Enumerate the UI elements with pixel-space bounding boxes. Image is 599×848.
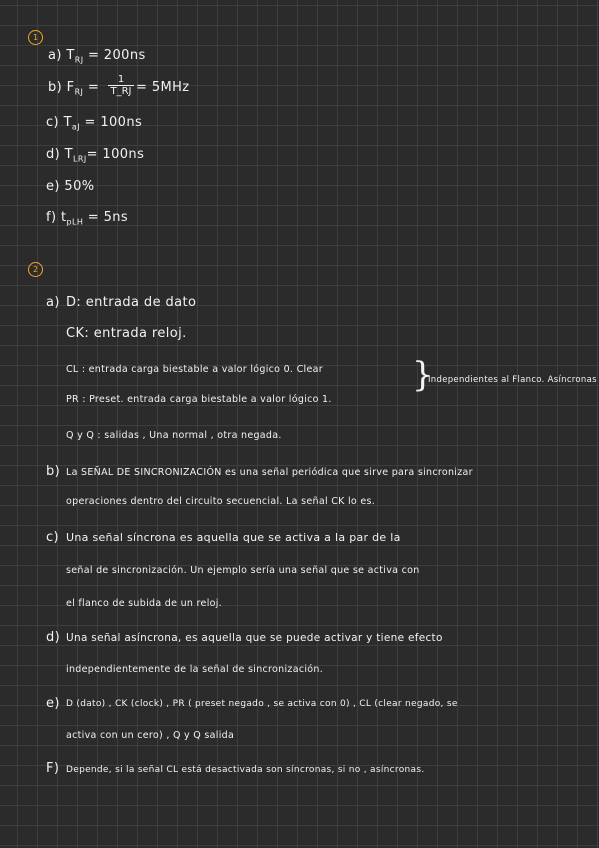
s1-a-rest: = 200ns bbox=[83, 48, 146, 63]
s1-b-eq: = bbox=[83, 80, 100, 95]
s1-d-sub: LRJ bbox=[73, 154, 87, 164]
s1-d-lhs: T bbox=[64, 147, 74, 162]
s1-b-frac-num: 1 bbox=[117, 74, 125, 85]
s2-e-line-2: activa con un cero) , Q y Q salida bbox=[66, 730, 235, 741]
s2-a-line-5: Q y Q : salidas , Una normal , otra negada. bbox=[66, 430, 282, 441]
s1-f-label: f) bbox=[46, 210, 57, 225]
s1-f-lhs: t bbox=[61, 210, 67, 225]
s2-d-line-1: Una señal asíncrona, es aquella que se puede activar y tiene efecto bbox=[66, 632, 443, 644]
s1-b-fraction bbox=[108, 74, 134, 97]
s1-line-c bbox=[46, 115, 142, 136]
s2-a-line-3-text: CL : entrada carga biestable a valor lógico 0. Clear bbox=[66, 364, 323, 375]
s1-f-rest: = 5ns bbox=[83, 210, 129, 225]
section-1-number: 1 bbox=[28, 30, 43, 45]
s2-a-line-3 bbox=[66, 362, 323, 378]
s1-d-label: d) bbox=[46, 147, 61, 162]
s1-c-lhs: T bbox=[63, 115, 72, 130]
s1-line-a bbox=[48, 48, 146, 69]
s1-f-sub: pLH bbox=[66, 217, 84, 227]
s1-e-text: 50% bbox=[64, 179, 95, 194]
s2-b-line-1: La SEÑAL DE SINCRONIZACIÓN es una señal periódica que sirve para sincronizar bbox=[66, 467, 473, 478]
s1-c-label: c) bbox=[46, 115, 60, 130]
s1-line-e bbox=[46, 179, 95, 195]
s1-b-label: b) bbox=[48, 80, 63, 95]
s2-a-line-4 bbox=[66, 392, 332, 408]
s1-b-sub: RJ bbox=[74, 87, 84, 97]
s2-brace-note: Independientes al Flanco. Asíncronas bbox=[428, 375, 597, 385]
s1-c-sub: aJ bbox=[71, 122, 80, 132]
s1-a-lhs: T bbox=[66, 48, 75, 63]
s2-c-line-1: Una señal síncrona es aquella que se activa a la par de la bbox=[66, 531, 401, 544]
s2-e-line-1: D (dato) , CK (clock) , PR ( preset negado , se activa con 0) , CL (clear negado, se bbox=[66, 699, 458, 709]
s2-a-line-1: D: entrada de dato bbox=[66, 295, 197, 310]
s2-c-line-3: el flanco de subida de un reloj. bbox=[66, 598, 223, 609]
s1-line-d bbox=[46, 147, 144, 168]
s2-c-line-2: señal de sincronización. Un ejemplo sería una señal que se activa con bbox=[66, 565, 420, 576]
s2-c-label: c) bbox=[46, 530, 60, 545]
s1-a-sub: RJ bbox=[74, 55, 84, 65]
s1-d-rest: = 100ns bbox=[86, 147, 145, 162]
s2-e-label: e) bbox=[46, 696, 60, 711]
s2-a-line-2: CK: entrada reloj. bbox=[66, 326, 187, 341]
s2-a-line-4-text: PR : Preset. entrada carga biestable a valor lógico 1. bbox=[66, 394, 332, 405]
s1-b-rest: = 5MHz bbox=[136, 80, 190, 95]
s1-b-lhs: F bbox=[66, 80, 75, 95]
s2-f-line: Depende, si la señal CL está desactivada son síncronas, si no , asíncronas. bbox=[66, 765, 425, 775]
s1-e-label: e) bbox=[46, 179, 60, 194]
s2-d-label: d) bbox=[46, 630, 61, 645]
s1-c-rest: = 100ns bbox=[79, 115, 143, 130]
s2-a-label: a) bbox=[46, 295, 60, 310]
s2-b-label: b) bbox=[46, 464, 61, 479]
s1-line-b bbox=[48, 80, 99, 101]
s1-line-f bbox=[46, 210, 128, 231]
s2-f-label: F) bbox=[46, 761, 60, 776]
s2-d-line-2: independientemente de la señal de sincronización. bbox=[66, 664, 324, 675]
brace-icon: } bbox=[412, 355, 434, 395]
s2-b-line-2: operaciones dentro del circuito secuencial. La señal CK lo es. bbox=[66, 496, 376, 507]
s1-b-frac-den: T_RJ bbox=[108, 85, 134, 97]
section-2-number: 2 bbox=[28, 262, 43, 277]
s1-a-label: a) bbox=[48, 48, 62, 63]
